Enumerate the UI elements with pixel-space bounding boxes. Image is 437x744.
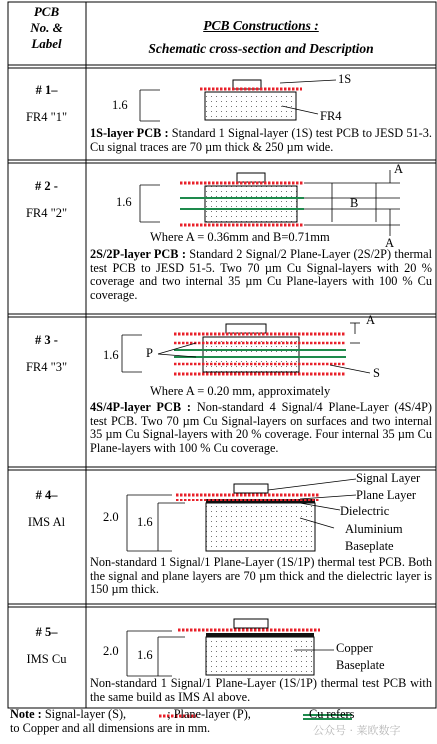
callout-s: S: [373, 366, 380, 380]
desc-body: Standard 1 Signal-layer (1S) test PCB to JESD 51-3. Cu signal traces are 70 µm thick & 250 µm wide.: [90, 126, 432, 154]
header-line-3: Label: [31, 36, 62, 51]
row-label-1: [8, 83, 85, 125]
desc-title: 4S/4P-layer PCB :: [90, 400, 191, 414]
callout-a: A: [366, 313, 376, 327]
row-number: # 4–: [35, 488, 58, 502]
row-number: # 5–: [35, 625, 58, 639]
diagram-ims-al: [127, 479, 356, 551]
callout-plane-layer: Plane Layer: [356, 488, 417, 502]
row-label-4: [8, 488, 85, 530]
desc-body: Non-standard 4 Signal/4 Plane-Layer (4S/4P) test PCB. Two 70 µm Cu Signal-layers on surfaces and two internal 35 µm Cu Signal-layers with 20 % coverage. Four internal 35 µm Cu Plane-layers with 100 % Cu coverage.: [90, 400, 433, 455]
note-line-2: to Copper and all dimensions are in mm.: [10, 720, 211, 735]
header-title: PCB Constructions :: [203, 18, 319, 33]
header-line-2: No. &: [30, 20, 63, 35]
callout-signal-layer: Signal Layer: [356, 471, 421, 485]
dim-thickness: 1.6: [116, 195, 132, 209]
row-description-1: [90, 127, 432, 154]
dim-outer: 2.0: [103, 510, 119, 524]
row-number: # 3 -: [35, 333, 58, 347]
row-name: IMS Cu: [26, 652, 67, 666]
callout-copper: Copper: [336, 641, 373, 655]
note-part-1: Signal-layer (S),: [41, 707, 130, 721]
row-name: FR4 "1": [25, 110, 68, 124]
dim-b: B: [350, 196, 359, 210]
note-label: Note :: [10, 707, 42, 721]
callout-p: P: [146, 346, 153, 360]
diagram-fr4-1: [140, 80, 336, 121]
row-name: IMS Al: [27, 515, 66, 529]
dimension-caption: Where A = 0.36mm and B=0.71mm: [150, 230, 330, 244]
dim-inner: 1.6: [137, 515, 153, 529]
row-name: FR4 "2": [25, 206, 68, 220]
dimension-caption: Where A = 0.20 mm, approximately: [150, 384, 331, 398]
callout-aluminium: Aluminium: [345, 522, 403, 536]
callout-baseplate: Baseplate: [345, 539, 394, 553]
dim-thickness: 1.6: [112, 98, 128, 112]
dim-a-top: A: [394, 162, 404, 176]
header-pcb-label: [8, 2, 85, 66]
callout-dielectric: Dielectric: [340, 504, 390, 518]
desc-body: Standard 2 Signal/2 Plane-Layer (2S/2P) thermal test PCB to JESD 51-5. Two 70 µm Cu Signal-layers with 20 % coverage and two internal 35 µm Cu Plane-layers with 100 % Cu coverage.: [90, 247, 432, 302]
diagram-fr4-2: [140, 170, 400, 236]
dim-a-bottom: A: [385, 236, 395, 250]
row-description-3: [90, 401, 432, 455]
row-number: # 1–: [35, 83, 58, 97]
row-name: FR4 "3": [25, 360, 68, 374]
row-description-5: [90, 677, 432, 704]
callout-1s: 1S: [338, 72, 352, 86]
header-line-1: PCB: [33, 4, 60, 19]
row-label-5: [8, 625, 85, 667]
desc-title: 2S/2P-layer PCB :: [90, 247, 186, 261]
row-description-2: [90, 248, 432, 302]
desc-body: Non-standard 1 Signal/1 Plane-Layer (1S/1P) thermal test PCB with the same build as IMS Al above.: [90, 676, 432, 704]
note-part-3: Cu refers: [305, 707, 355, 721]
watermark: 公众号 · 莱欧数字: [313, 724, 401, 737]
diagram-fr4-3: [122, 323, 370, 374]
row-description-4: [90, 556, 432, 597]
diagram-ims-cu: [127, 619, 334, 676]
header-constructions: [86, 2, 436, 66]
callout-fr4: FR4: [320, 109, 342, 123]
desc-body: Non-standard 1 Signal/1 Plane-Layer (1S/1P) thermal test PCB. Both the signal and plane layers are 70 µm thick and the dielectric layer is 150 µm thick.: [90, 555, 432, 597]
desc-title: 1S-layer PCB :: [90, 126, 169, 140]
row-label-3: [8, 333, 85, 375]
row-label-2: [8, 179, 85, 221]
dim-thickness: 1.6: [103, 348, 119, 362]
callout-baseplate: Baseplate: [336, 658, 385, 672]
row-number: # 2 -: [35, 179, 58, 193]
dim-outer: 2.0: [103, 644, 119, 658]
note-part-2: ; Plane-layer (P),: [167, 707, 254, 721]
dim-inner: 1.6: [137, 648, 153, 662]
header-subtitle: Schematic cross-section and Description: [148, 41, 374, 56]
